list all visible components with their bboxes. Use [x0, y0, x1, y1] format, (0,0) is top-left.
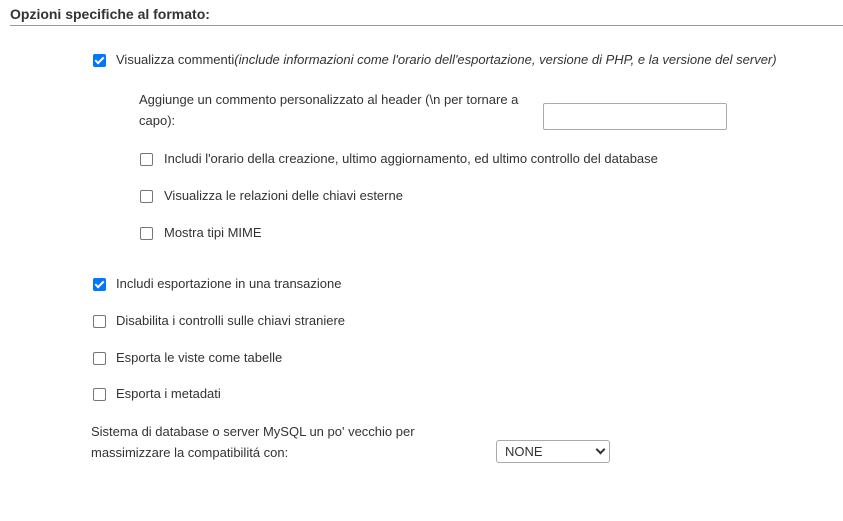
transaction-label[interactable]: Includi esportazione in una transazione: [116, 276, 342, 291]
header-comment-label: [139, 89, 518, 131]
header-comment-label-line1: Aggiunge un commento personalizzato al header (\n per tornare a: [139, 92, 519, 107]
export-metadata-label[interactable]: Esporta i metadati: [116, 386, 221, 401]
show-comments-hint: (include informazioni come l'orario dell'esportazione, versione di PHP, e la versione del server): [234, 52, 777, 67]
section-heading: Opzioni specifiche al formato:: [10, 6, 210, 22]
divider: [10, 25, 843, 26]
transaction-checkbox[interactable]: [93, 278, 106, 291]
show-comments-text: Visualizza commenti: [116, 52, 235, 67]
header-comment-label-line2: capo):: [139, 113, 176, 128]
show-comments-label[interactable]: [116, 52, 777, 68]
include-timestamps-label[interactable]: Includi l'orario della creazione, ultimo aggiornamento, ed ultimo controllo del database: [164, 151, 658, 166]
mime-types-label[interactable]: Mostra tipi MIME: [164, 225, 262, 240]
mime-types-checkbox[interactable]: [140, 227, 153, 240]
compat-select[interactable]: [496, 440, 610, 463]
compat-label-line2: massimizzare la compatibilitá con:: [91, 445, 289, 460]
header-comment-input[interactable]: [543, 103, 727, 130]
foreign-key-relations-label[interactable]: Visualizza le relazioni delle chiavi esterne: [164, 188, 403, 203]
compat-selected-value: NONE: [505, 444, 543, 459]
compat-label-line1: Sistema di database o server MySQL un po' vecchio per: [91, 424, 415, 439]
disable-fk-checks-checkbox[interactable]: [93, 315, 106, 328]
show-comments-checkbox[interactable]: [93, 54, 106, 67]
views-as-tables-label[interactable]: Esporta le viste come tabelle: [116, 350, 283, 365]
views-as-tables-checkbox[interactable]: [93, 352, 106, 365]
disable-fk-checks-label[interactable]: Disabilita i controlli sulle chiavi straniere: [116, 313, 346, 328]
foreign-key-relations-checkbox[interactable]: [140, 190, 153, 203]
export-metadata-checkbox[interactable]: [93, 388, 106, 401]
chevron-down-icon: [596, 445, 606, 455]
compat-label: [91, 421, 415, 463]
include-timestamps-checkbox[interactable]: [140, 153, 153, 166]
